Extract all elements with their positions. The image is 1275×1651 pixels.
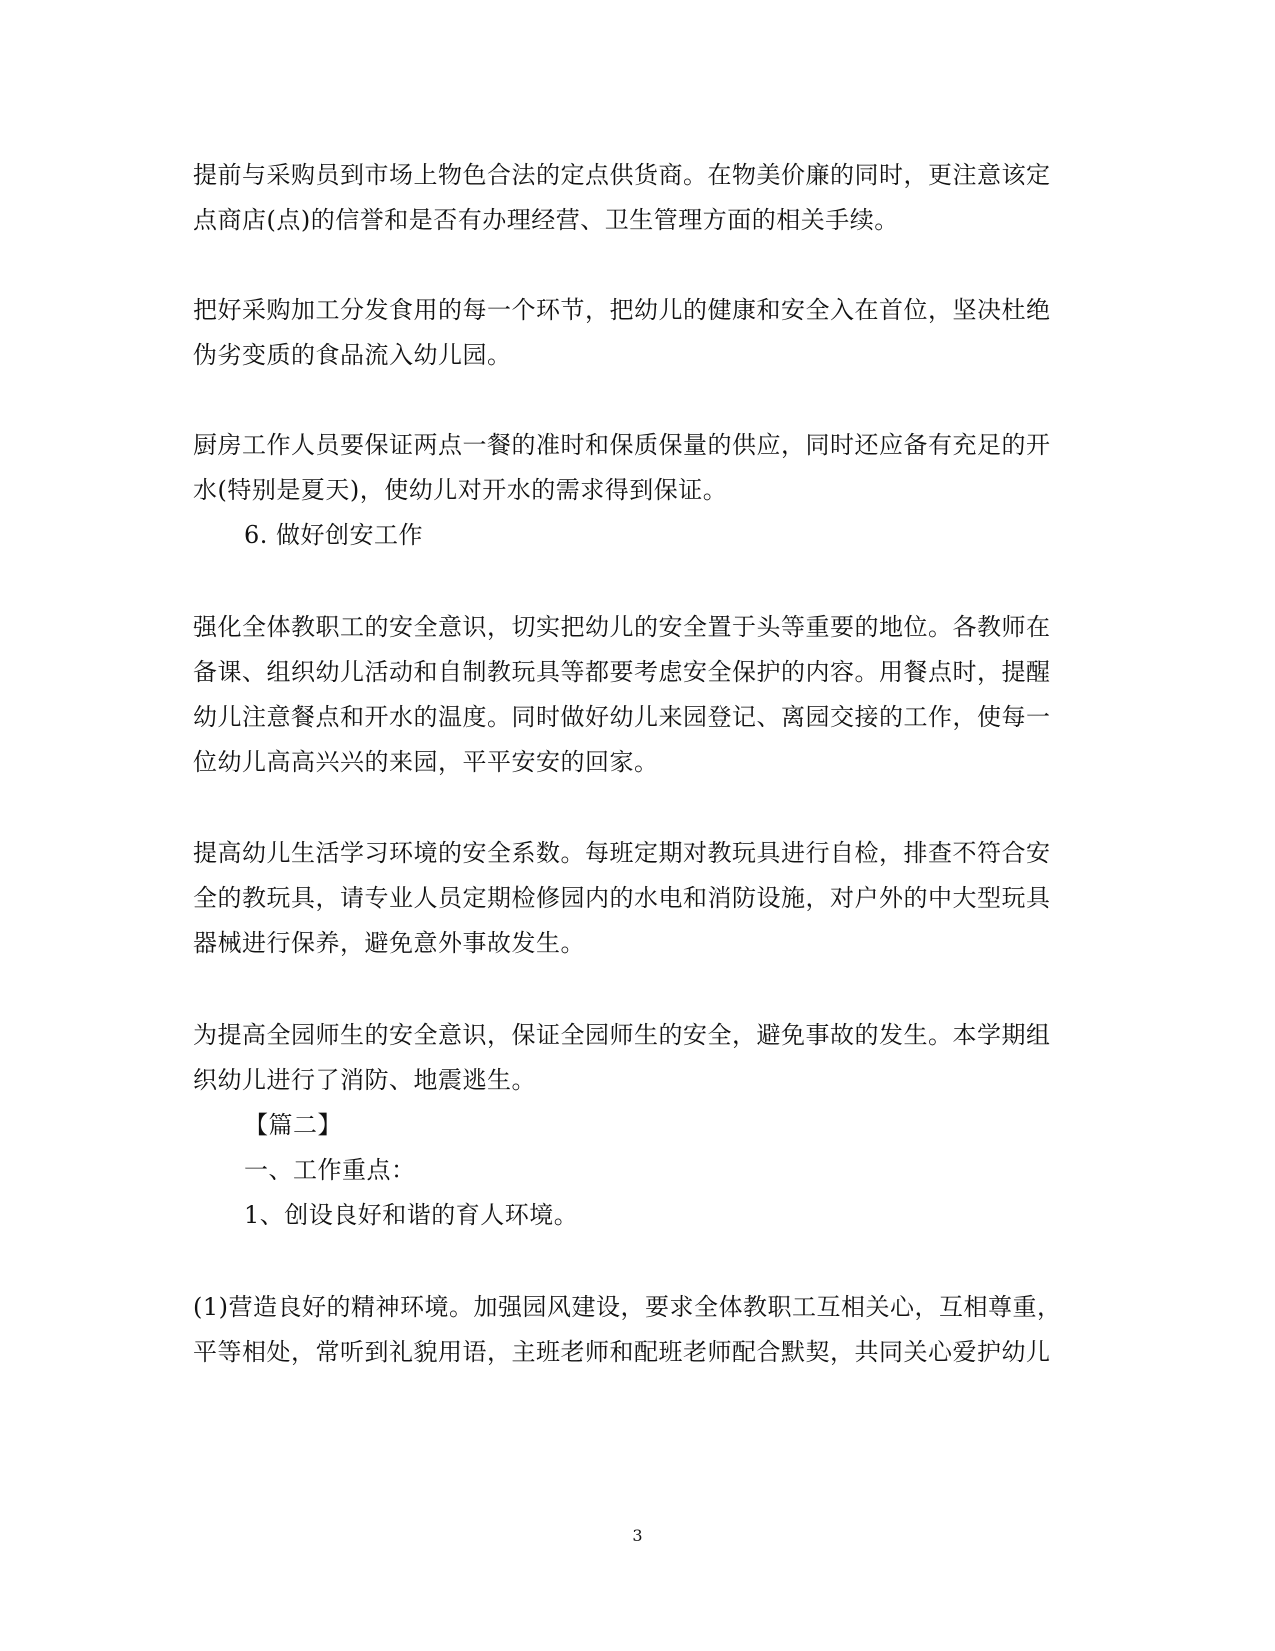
subsection-heading: 1、创设良好和谐的育人环境。 xyxy=(244,1201,579,1229)
body-text-line: 备课、组织幼儿活动和自制教玩具等都要考虑安全保护的内容。用餐点时，提醒 xyxy=(193,658,1051,686)
body-text-line: 厨房工作人员要保证两点一餐的准时和保质保量的供应，同时还应备有充足的开 xyxy=(193,431,1051,459)
part-heading: 【篇二】 xyxy=(244,1111,342,1139)
body-text-line: 提前与采购员到市场上物色合法的定点供货商。在物美价廉的同时，更注意该定 xyxy=(193,161,1051,189)
body-text-line: 强化全体教职工的安全意识，切实把幼儿的安全置于头等重要的地位。各教师在 xyxy=(193,613,1051,641)
body-text-line: 器械进行保养，避免意外事故发生。 xyxy=(193,929,585,957)
body-text-line: 全的教玩具，请专业人员定期检修园内的水电和消防设施，对户外的中大型玩具 xyxy=(193,884,1051,912)
body-text-line: 水(特别是夏天)，使幼儿对开水的需求得到保证。 xyxy=(193,476,728,504)
section-heading: 一、工作重点： xyxy=(244,1156,416,1184)
body-text-line: 把好采购加工分发食用的每一个环节，把幼儿的健康和安全入在首位，坚决杜绝 xyxy=(193,296,1051,324)
body-text-line: 伪劣变质的食品流入幼儿园。 xyxy=(193,341,512,369)
body-text-line: 点商店(点)的信誉和是否有办理经营、卫生管理方面的相关手续。 xyxy=(193,206,899,234)
body-text-line: (1)营造良好的精神环境。加强园风建设，要求全体教职工互相关心，互相尊重， xyxy=(193,1293,1062,1321)
body-text-line: 幼儿注意餐点和开水的温度。同时做好幼儿来园登记、离园交接的工作，使每一 xyxy=(193,703,1051,731)
page-number: 3 xyxy=(632,1526,643,1545)
body-text-line: 位幼儿高高兴兴的来园，平平安安的回家。 xyxy=(193,748,659,776)
body-text-line: 为提高全园师生的安全意识，保证全园师生的安全，避免事故的发生。本学期组 xyxy=(193,1021,1051,1049)
body-text-line: 提高幼儿生活学习环境的安全系数。每班定期对教玩具进行自检，排查不符合安 xyxy=(193,839,1051,867)
body-text-line: 平等相处，常听到礼貌用语，主班老师和配班老师配合默契，共同关心爱护幼儿 xyxy=(193,1338,1051,1366)
section-heading: 6. 做好创安工作 xyxy=(244,521,424,549)
body-text-line: 织幼儿进行了消防、地震逃生。 xyxy=(193,1066,536,1094)
